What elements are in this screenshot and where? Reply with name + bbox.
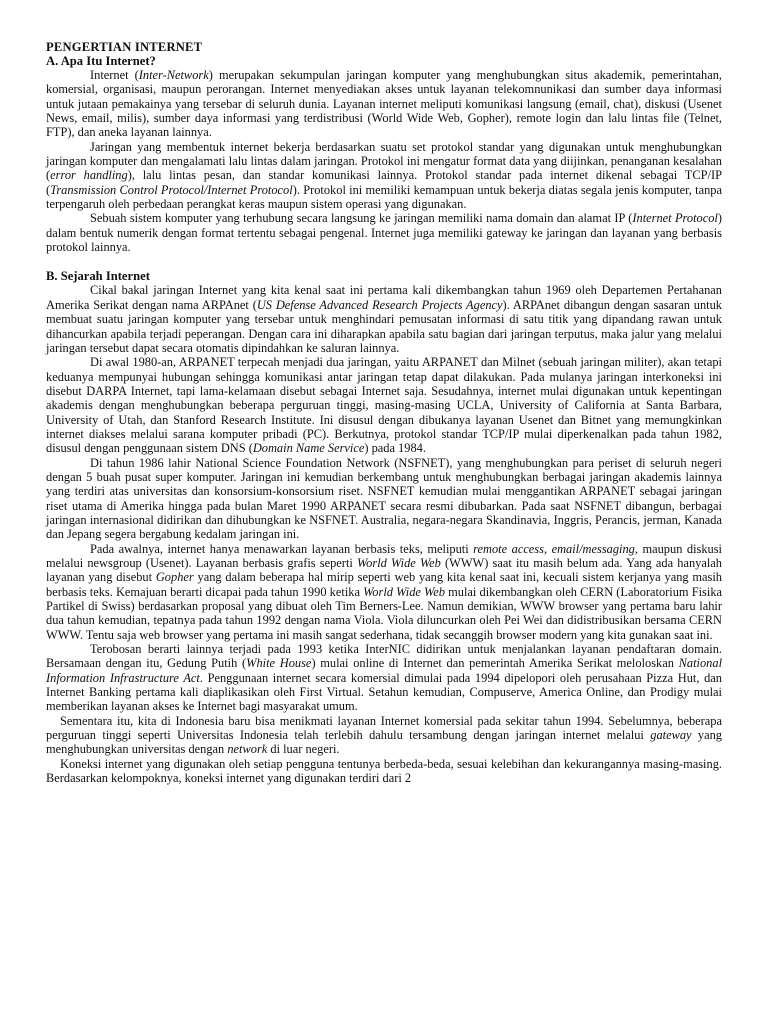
section-b-paragraph-4: Pada awalnya, internet hanya menawarkan layanan berbasis teks, meliputi remote access, email/messaging, maupun diskusi melalui newsgroup (Usenet). Layanan berbasis grafis seperti World Wide Web (WWW) saat itu masih belum ada. Yang ada hanyalah layanan yang disebut Gopher yang dalam beberapa hal mirip seperti web yang kita kenal saat ini, kecuali sistem kerjanya yang masih berbasis teks. Kemajuan berarti dicapai pada tahun 1990 ketika World Wide Web mulai dikembangkan oleh CERN (Laboratorium Fisika Partikel di Swiss) berdasarkan proposal yang dibuat oleh Tim Berners-Lee. Namun demikian, WWW browser yang pertama baru lahir dua tahun kemudian, tepatnya pada tahun 1992 dengan nama Viola. Viola diluncurkan oleh Pei Wei dan didistribusikan bersama CERN WWW. Tentu saja web browser yang pertama ini masih sangat sederhana, tidak secanggih browser modern yang kita gunakan saat ini. bbox=[46, 541, 723, 642]
section-b-heading: B. Sejarah Internet bbox=[46, 269, 150, 284]
section-b-paragraph-2: Di awal 1980-an, ARPANET terpecah menjadi dua jaringan, yaitu ARPANET dan Milnet (sebuah jaringan militer), akan tetapi keduanya mempunyai hubungan sehingga komunikasi antar jaringan tetap dapat dilakukan. Pada mulanya jaringan interkoneksi ini disebut DARPA Internet, tapi lama-kelamaan disebut sebagai Internet saja. Sesudahnya, internet mulai digunakan untuk kepentingan akademis dengan menghubungkan beberapa perguruan tinggi, masing-masing UCLA, University of California at Santa Barbara, University of Utah, dan Stanford Research Institute. Ini disusul dengan dibukanya layanan Usenet dan Bitnet yang memungkinkan internet diakses melalui sarana komputer pribadi (PC). Berkutnya, protokol standar TCP/IP mulai diperkenalkan pada tahun 1982, disusul dengan penggunaan sistem DNS (Domain Name Service) pada 1984. bbox=[46, 355, 722, 456]
document-title: PENGERTIAN INTERNET bbox=[46, 40, 203, 54]
section-b-paragraph-6: Sementara itu, kita di Indonesia baru bisa menikmati layanan Internet komersial pada sekitar tahun 1994. Sebelumnya, beberapa perguruan tinggi seperti Universitas Indonesia telah terlebih dahulu tersambung dengan jaringan internet melalui gateway yang menghubungkan universitas dengan network di luar negeri. bbox=[46, 713, 723, 757]
section-a-paragraph-2: Jaringan yang membentuk internet bekerja berdasarkan suatu set protokol standar yang digunakan untuk menghubungkan jaringan komputer dan mengalamati lalu lintas dalam jaringan. Protokol ini mengatur format data yang diijinkan, penanganan kesalahan (error handling), lalu lintas pesan, dan standar komunikasi lainnya. Protokol standar pada internet dikenal sebagai TCP/IP (Transmission Control Protocol/Internet Protocol). Protokol ini memiliki kemampuan untuk bekerja diatas segala jenis komputer, tanpa terpengaruh oleh perbedaan perangkat keras maupun sistem operasi yang digunakan. bbox=[46, 139, 722, 212]
section-b-paragraph-5: Terobosan berarti lainnya terjadi pada 1993 ketika InterNIC didirikan untuk menjalankan layanan pendaftaran domain. Bersamaan dengan itu, Gedung Putih (White House) mulai online di Internet dan pemerintah Amerika Serikat meloloskan National Information Infrastructure Act. Penggunaan internet secara komersial dimulai pada 1994 dipelopori oleh perusahaan Pizza Hut, dan Internet Banking pertama kali diaplikasikan oleh First Virtual. Setahun kemudian, Compuserve, America Online, dan Prodigy mulai memberikan layanan akses ke Internet bagi masyarakat umum. bbox=[46, 642, 723, 714]
section-b-paragraph-1: Cikal bakal jaringan Internet yang kita kenal saat ini pertama kali dikembangkan tahun 1969 oleh Departemen Pertahanan Amerika Serikat dengan nama ARPAnet (US Defense Advanced Research Projects Agency). ARPAnet dibangun dengan sasaran untuk membuat suatu jaringan komputer yang tersebar untuk menghindari pemusatan informasi di satu titik yang dipandang rawan untuk dihancurkan apabila terjadi peperangan. Dengan cara ini diharapkan apabila satu bagian dari jaringan terputus, maka jalur yang melalui jaringan tersebut dapat secara otomatis dipindahkan ke saluran lainnya. bbox=[46, 283, 722, 355]
section-a-heading: A. Apa Itu Internet? bbox=[46, 54, 156, 68]
section-a-paragraph-3: Sebuah sistem komputer yang terhubung secara langsung ke jaringan memiliki nama domain dan alamat IP (Internet Protocol) dalam bentuk numerik dengan format tertentu sebagai pengenal. Internet juga memiliki gateway ke jaringan dan layanan yang berbasis protokol lainnya. bbox=[46, 211, 722, 255]
section-b-paragraph-3: Di tahun 1986 lahir National Science Foundation Network (NSFNET), yang menghubungkan para periset di seluruh negeri dengan 5 buah pusat super komputer. Jaringan ini kemudian berkembang untuk menghubungkan berbagai jaringan akademis lainnya yang terdiri atas universitas dan konsorsium-konsorsium riset. NSFNET kemudian mulai menggantikan ARPANET sebagai jaringan riset utama di Amerika hingga pada bulan Maret 1990 ARPANET secara resmi dibubarkan. Pada saat NSFNET dibangun, berbagai jaringan internasional didirikan dan dihubungkan ke NSFNET. Australia, negara-negara Skandinavia, Inggris, Perancis, jerman, Kanada dan Jepang segera bergabung kedalam jaringan ini. bbox=[46, 455, 722, 542]
section-a-paragraph-1: Internet (Inter-Network) merupakan sekumpulan jaringan komputer yang menghubungkan situs akademik, pemerintahan, komersial, organisasi, maupun perorangan. Internet menyediakan akses untuk layanan telekomnunikasi dan sumber daya informasi untuk jutaan pemakainya yang tersebar di seluruh dunia. Layanan internet meliputi komunikasi langsung (email, chat), diskusi (Usenet News, email, milis), sumber daya informasi yang terdistribusi (World Wide Web, Gopher), remote login dan lalu lintas file (Telnet, FTP), dan aneka layanan lainnya. bbox=[46, 68, 722, 140]
section-b-paragraph-7: Koneksi internet yang digunakan oleh setiap pengguna tentunya berbeda-beda, sesuai kelebihan dan kekurangannya masing-masing. Berdasarkan kelompoknya, koneksi internet yang digunakan terdiri dari 2 bbox=[46, 756, 722, 786]
